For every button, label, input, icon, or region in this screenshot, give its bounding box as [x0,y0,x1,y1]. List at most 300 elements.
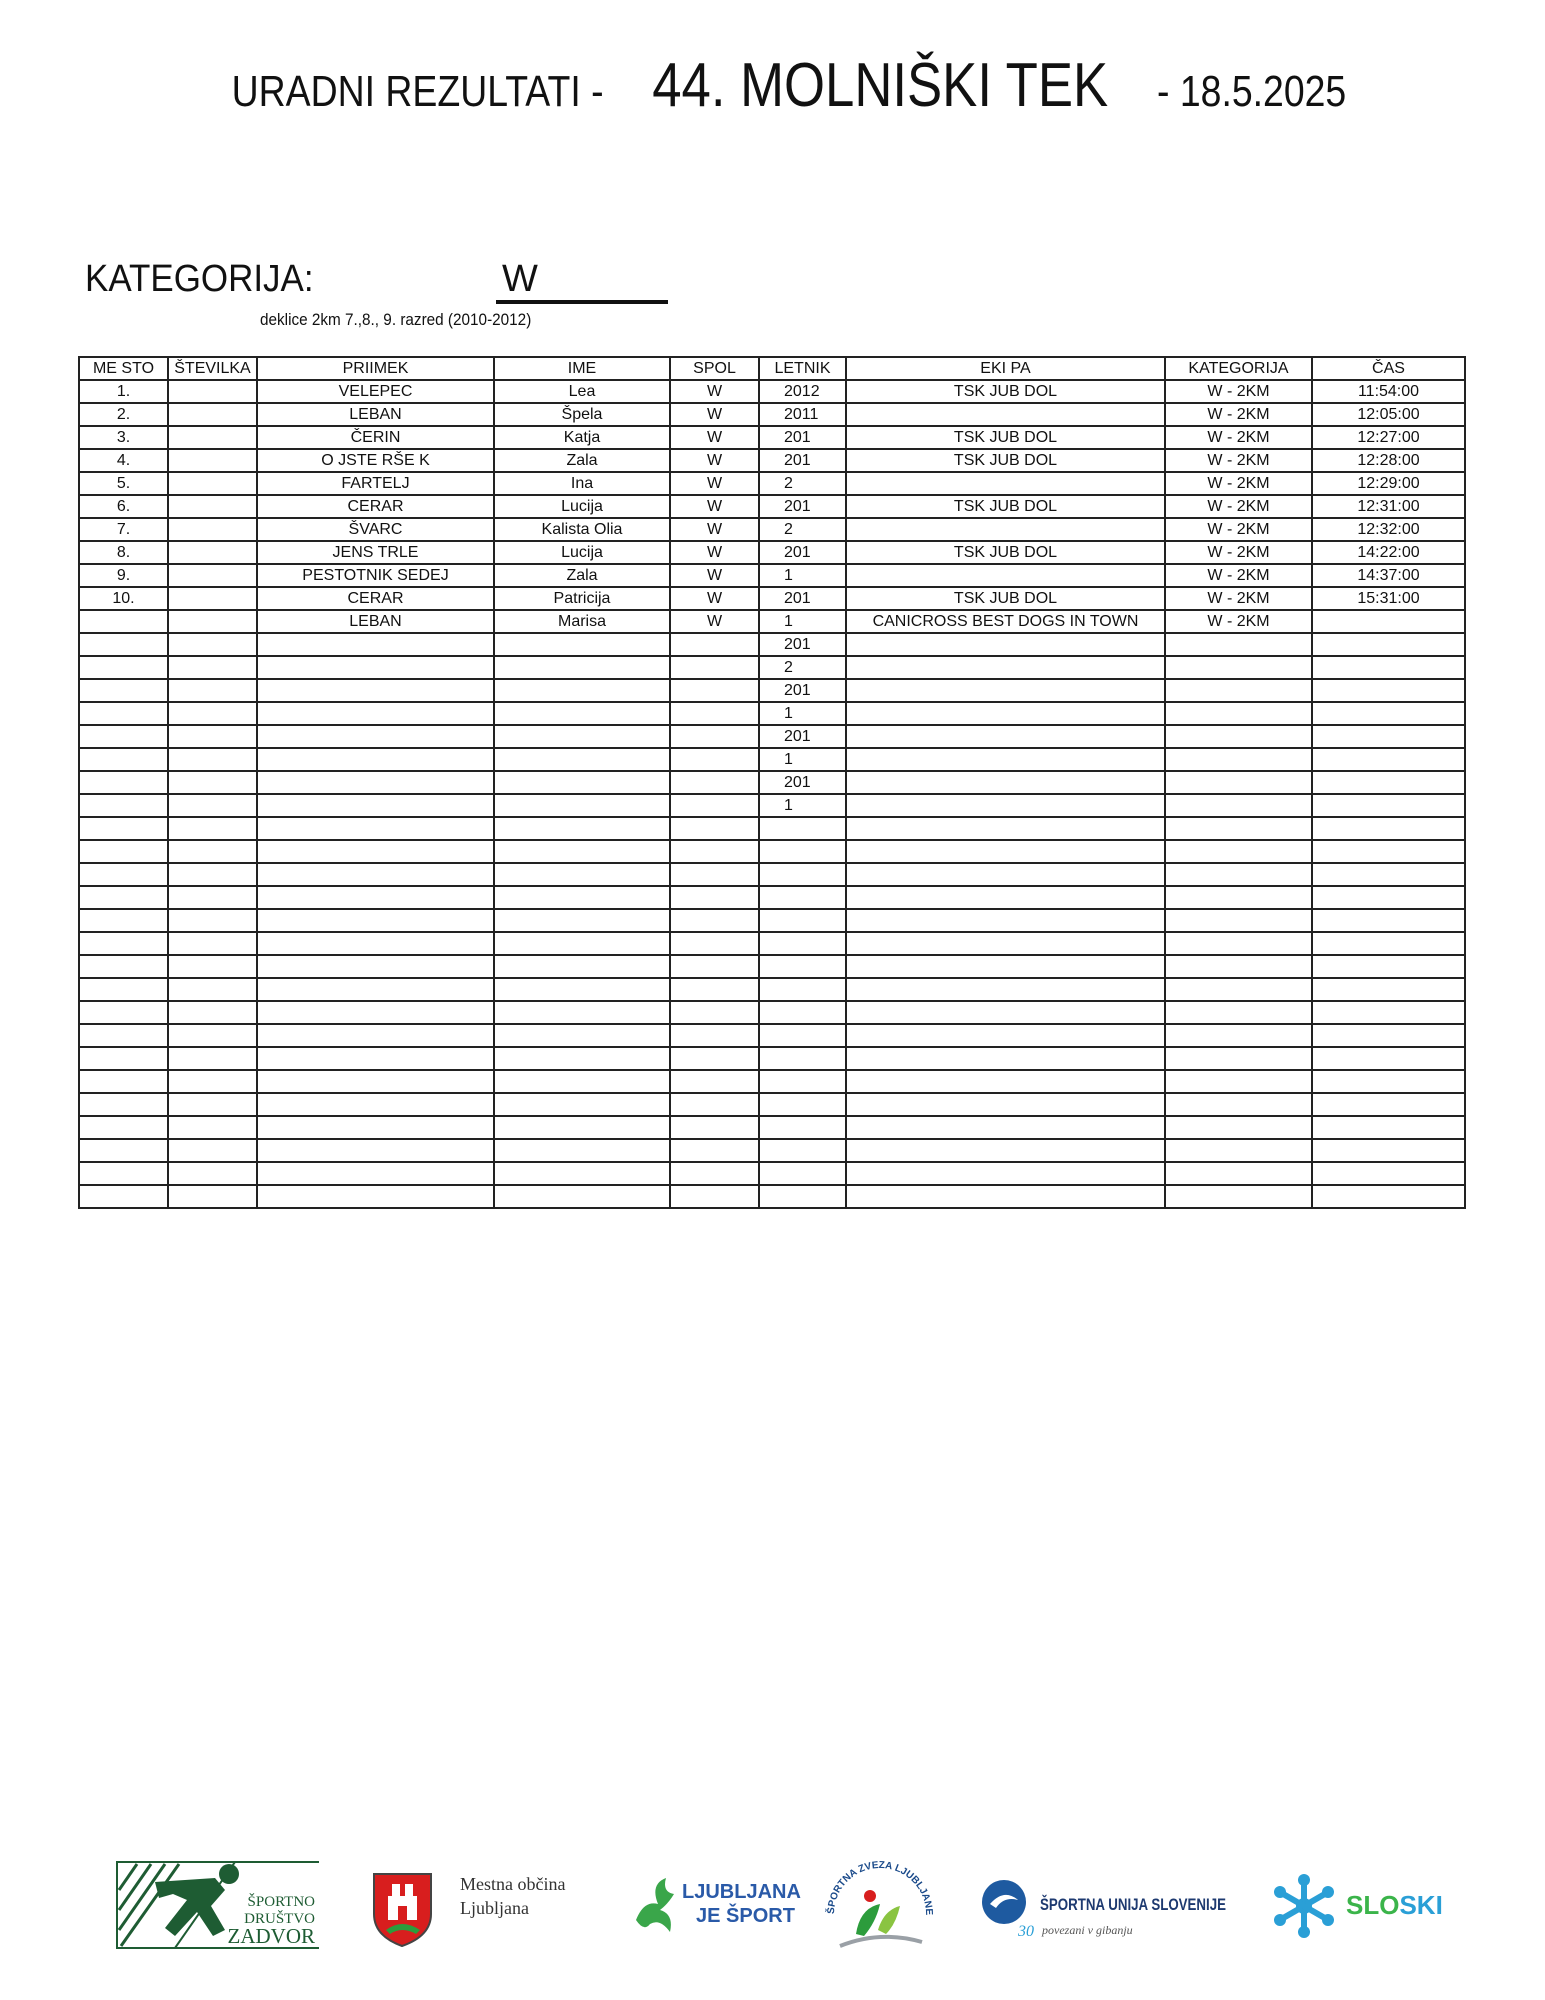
column-header: ŠTEVILKA [168,357,257,380]
bib-cell [168,449,257,472]
page-title [0,50,1545,121]
year-cell [759,1093,846,1116]
bib-cell [168,679,257,702]
team-cell: TSK JUB DOL [846,380,1165,403]
place-cell: 3. [79,426,168,449]
firstname-cell [494,656,670,679]
sex-cell: W [670,403,759,426]
surname-cell [257,1001,494,1024]
sex-cell: W [670,564,759,587]
firstname-cell [494,1024,670,1047]
year-cell: 201 [759,725,846,748]
mol-logo [460,1872,610,1972]
bib-cell [168,656,257,679]
sex-cell [670,1139,759,1162]
bib-cell [168,1185,257,1208]
firstname-cell [494,1116,670,1139]
year-cell: 201 [759,771,846,794]
place-cell [79,610,168,633]
year-cell: 2 [759,472,846,495]
firstname-cell [494,1001,670,1024]
category-cell [1165,909,1312,932]
surname-cell: CERAR [257,495,494,518]
time-cell [1312,1070,1465,1093]
place-cell [79,748,168,771]
sex-cell: W [670,472,759,495]
category-cell [1165,817,1312,840]
year-cell: 1 [759,748,846,771]
table-row [79,449,1465,472]
firstname-cell [494,725,670,748]
place-cell [79,886,168,909]
column-header: IME [494,357,670,380]
time-cell [1312,610,1465,633]
year-cell [759,909,846,932]
place-cell: 8. [79,541,168,564]
firstname-cell [494,1162,670,1185]
table-row [79,518,1465,541]
mol-line1: Mestna občina [460,1874,566,1894]
team-cell [846,1162,1165,1185]
time-cell: 12:32:00 [1312,518,1465,541]
place-cell [79,1093,168,1116]
bib-cell [168,863,257,886]
zadvor-line2: DRUŠTVO [244,1911,315,1927]
category-cell [1165,794,1312,817]
sex-cell [670,1116,759,1139]
category-cell [1165,1139,1312,1162]
sus-tagline: povezani v gibanju [1042,1923,1133,1937]
surname-cell: LEBAN [257,610,494,633]
year-cell: 201 [759,541,846,564]
team-cell: TSK JUB DOL [846,587,1165,610]
firstname-cell [494,840,670,863]
category-cell: W - 2KM [1165,587,1312,610]
bib-cell [168,886,257,909]
bib-cell [168,955,257,978]
surname-cell: JENS TRLE [257,541,494,564]
runner-icon [117,1862,239,1948]
team-cell [846,679,1165,702]
bib-cell [168,932,257,955]
year-cell: 2 [759,656,846,679]
time-cell [1312,1047,1465,1070]
place-cell [79,1139,168,1162]
category-cell: W - 2KM [1165,426,1312,449]
place-cell: 9. [79,564,168,587]
surname-cell [257,909,494,932]
sus-emblem-icon [982,1880,1026,1924]
bib-cell [168,1001,257,1024]
firstname-cell: Lea [494,380,670,403]
sex-cell [670,932,759,955]
surname-cell [257,1185,494,1208]
table-row [79,656,1465,679]
firstname-cell: Zala [494,449,670,472]
firstname-cell [494,886,670,909]
category-cell [1165,932,1312,955]
table-row [79,587,1465,610]
place-cell [79,1185,168,1208]
place-cell [79,702,168,725]
table-row [79,1047,1465,1070]
place-cell [79,1024,168,1047]
surname-cell [257,932,494,955]
time-cell [1312,1116,1465,1139]
firstname-cell: Kalista Olia [494,518,670,541]
category-cell [1165,1024,1312,1047]
year-cell: 1 [759,564,846,587]
team-cell [846,886,1165,909]
table-row [79,610,1465,633]
team-cell: TSK JUB DOL [846,495,1165,518]
place-cell [79,863,168,886]
mol-line2: Ljubljana [460,1898,529,1918]
team-cell [846,403,1165,426]
surname-cell [257,1116,494,1139]
bib-cell [168,610,257,633]
category-cell [1165,840,1312,863]
sloski-part1: SLO [1346,1890,1400,1920]
category-subtitle: deklice 2km 7.,8., 9. razred (2010-2012) [260,310,532,329]
firstname-cell [494,1093,670,1116]
year-cell: 2012 [759,380,846,403]
firstname-cell [494,771,670,794]
team-cell [846,472,1165,495]
dragon-icon [636,1878,674,1932]
sex-cell [670,1093,759,1116]
team-cell [846,702,1165,725]
bib-cell [168,725,257,748]
time-cell: 15:31:00 [1312,587,1465,610]
place-cell [79,1116,168,1139]
sloski-logo [1270,1872,1443,1942]
bib-cell [168,1139,257,1162]
firstname-cell: Zala [494,564,670,587]
time-cell [1312,955,1465,978]
sex-cell [670,978,759,1001]
category-cell: W - 2KM [1165,564,1312,587]
table-row [79,1001,1465,1024]
year-cell: 1 [759,610,846,633]
sex-cell [670,702,759,725]
table-row [79,1070,1465,1093]
table-row [79,1139,1465,1162]
bib-cell [168,840,257,863]
team-cell [846,1139,1165,1162]
sex-cell [670,794,759,817]
place-cell [79,978,168,1001]
category-cell [1165,863,1312,886]
table-row [79,909,1465,932]
column-header: KATEGORIJA [1165,357,1312,380]
surname-cell [257,817,494,840]
firstname-cell: Katja [494,426,670,449]
zadvor-line1: ŠPORTNO [247,1894,315,1910]
time-cell: 12:31:00 [1312,495,1465,518]
bib-cell [168,794,257,817]
bib-cell [168,403,257,426]
time-cell [1312,886,1465,909]
year-cell [759,1024,846,1047]
place-cell: 10. [79,587,168,610]
year-cell [759,978,846,1001]
time-cell: 12:29:00 [1312,472,1465,495]
sex-cell [670,955,759,978]
bib-cell [168,472,257,495]
place-cell [79,1070,168,1093]
surname-cell [257,1024,494,1047]
category-cell: W - 2KM [1165,380,1312,403]
sex-cell [670,1185,759,1208]
sponsor-logos [110,1850,1443,1960]
table-row [79,1024,1465,1047]
year-cell [759,1162,846,1185]
table-row [79,748,1465,771]
time-cell [1312,748,1465,771]
category-cell: W - 2KM [1165,541,1312,564]
firstname-cell [494,955,670,978]
team-cell [846,518,1165,541]
table-row [79,886,1465,909]
team-cell [846,932,1165,955]
firstname-cell [494,932,670,955]
time-cell [1312,794,1465,817]
surname-cell [257,886,494,909]
year-cell: 201 [759,679,846,702]
table-row [79,863,1465,886]
place-cell: 2. [79,403,168,426]
category-cell [1165,1116,1312,1139]
sex-cell [670,863,759,886]
table-row [79,932,1465,955]
time-cell [1312,909,1465,932]
surname-cell [257,771,494,794]
snowflake-icon [1274,1874,1334,1938]
bib-cell [168,633,257,656]
category-cell [1165,955,1312,978]
team-cell [846,771,1165,794]
category-cell: W - 2KM [1165,495,1312,518]
firstname-cell [494,1185,670,1208]
time-cell: 11:54:00 [1312,380,1465,403]
firstname-cell [494,702,670,725]
time-cell: 12:05:00 [1312,403,1465,426]
bib-cell [168,426,257,449]
column-header: ČAS [1312,357,1465,380]
bib-cell [168,817,257,840]
bib-cell [168,587,257,610]
place-cell [79,1047,168,1070]
category-label: KATEGORIJA: [85,258,314,300]
firstname-cell [494,863,670,886]
time-cell [1312,771,1465,794]
place-cell [79,840,168,863]
year-cell [759,932,846,955]
column-header: PRIIMEK [257,357,494,380]
sex-cell: W [670,610,759,633]
time-cell [1312,1093,1465,1116]
table-row [79,978,1465,1001]
sex-cell [670,817,759,840]
surname-cell [257,656,494,679]
firstname-cell [494,909,670,932]
surname-cell [257,1047,494,1070]
team-cell [846,748,1165,771]
place-cell: 1. [79,380,168,403]
category-cell [1165,886,1312,909]
team-cell [846,978,1165,1001]
bib-cell [168,748,257,771]
team-cell [846,633,1165,656]
table-row [79,633,1465,656]
place-cell: 6. [79,495,168,518]
sex-cell [670,1070,759,1093]
year-cell [759,886,846,909]
category-cell [1165,1047,1312,1070]
time-cell [1312,702,1465,725]
place-cell [79,932,168,955]
table-row [79,403,1465,426]
team-cell [846,1024,1165,1047]
year-cell: 1 [759,794,846,817]
team-cell: TSK JUB DOL [846,426,1165,449]
year-cell [759,1047,846,1070]
team-cell [846,1116,1165,1139]
time-cell [1312,1162,1465,1185]
svg-text:SLOSKI [1346,1890,1443,1920]
category-cell: W - 2KM [1165,518,1312,541]
team-cell [846,817,1165,840]
table-row [79,840,1465,863]
time-cell [1312,840,1465,863]
year-cell: 201 [759,633,846,656]
surname-cell [257,748,494,771]
table-row [79,1093,1465,1116]
place-cell [79,679,168,702]
zadvor-line3: ZADVOR [227,1924,315,1948]
place-cell [79,1001,168,1024]
table-row [79,564,1465,587]
team-cell [846,1001,1165,1024]
table-row [79,794,1465,817]
place-cell: 7. [79,518,168,541]
bib-cell [168,1116,257,1139]
surname-cell [257,840,494,863]
table-row [79,1185,1465,1208]
surname-cell [257,633,494,656]
year-cell: 201 [759,426,846,449]
time-cell [1312,1139,1465,1162]
surname-cell [257,679,494,702]
table-row [79,541,1465,564]
firstname-cell [494,1047,670,1070]
team-cell [846,840,1165,863]
sus-name: ŠPORTNA UNIJA SLOVENIJE [1040,1895,1226,1914]
surname-cell [257,1070,494,1093]
team-cell [846,863,1165,886]
bib-cell [168,1047,257,1070]
firstname-cell [494,1139,670,1162]
year-cell: 201 [759,449,846,472]
time-cell [1312,1001,1465,1024]
category-cell: W - 2KM [1165,403,1312,426]
sex-cell: W [670,587,759,610]
table-row [79,1162,1465,1185]
lje-line2: JE ŠPORT [696,1905,795,1927]
firstname-cell [494,794,670,817]
firstname-cell: Patricija [494,587,670,610]
table-row [79,725,1465,748]
category-cell [1165,702,1312,725]
sex-cell [670,840,759,863]
year-cell: 1 [759,702,846,725]
firstname-cell [494,748,670,771]
sex-cell: W [670,518,759,541]
year-cell: 2 [759,518,846,541]
time-cell: 14:37:00 [1312,564,1465,587]
category-cell [1165,1070,1312,1093]
szl-arc-text: ŠPORTNA ZVEZA LJUBLJANE [825,1859,935,1916]
firstname-cell: Ina [494,472,670,495]
team-cell [846,1047,1165,1070]
column-header: EKI PA [846,357,1165,380]
team-cell: CANICROSS BEST DOGS IN TOWN [846,610,1165,633]
team-cell [846,1070,1165,1093]
year-cell [759,840,846,863]
surname-cell [257,955,494,978]
year-cell: 2011 [759,403,846,426]
category-cell [1165,725,1312,748]
category-cell: W - 2KM [1165,449,1312,472]
place-cell [79,1162,168,1185]
place-cell [79,817,168,840]
sex-cell: W [670,449,759,472]
bib-cell [168,1024,257,1047]
time-cell [1312,725,1465,748]
firstname-cell: Marisa [494,610,670,633]
time-cell [1312,1185,1465,1208]
table-row [79,426,1465,449]
column-header: ME STO [79,357,168,380]
bib-cell [168,1070,257,1093]
table-row [79,771,1465,794]
sex-cell [670,1001,759,1024]
team-cell [846,564,1165,587]
team-cell: TSK JUB DOL [846,541,1165,564]
time-cell: 14:22:00 [1312,541,1465,564]
sex-cell: W [670,426,759,449]
sex-cell [670,725,759,748]
team-cell [846,725,1165,748]
surname-cell [257,702,494,725]
team-cell [846,794,1165,817]
year-cell [759,1139,846,1162]
table-row [79,495,1465,518]
bib-cell [168,564,257,587]
sex-cell: W [670,380,759,403]
year-cell [759,1070,846,1093]
title-prefix: URADNI REZULTATI - [231,67,604,116]
year-cell: 201 [759,587,846,610]
sus-number: 30 [1018,1923,1034,1940]
table-row [79,1116,1465,1139]
results-table [78,356,1466,1209]
firstname-cell [494,633,670,656]
results-body [79,380,1465,1208]
sex-cell [670,679,759,702]
category-cell: W - 2KM [1165,472,1312,495]
